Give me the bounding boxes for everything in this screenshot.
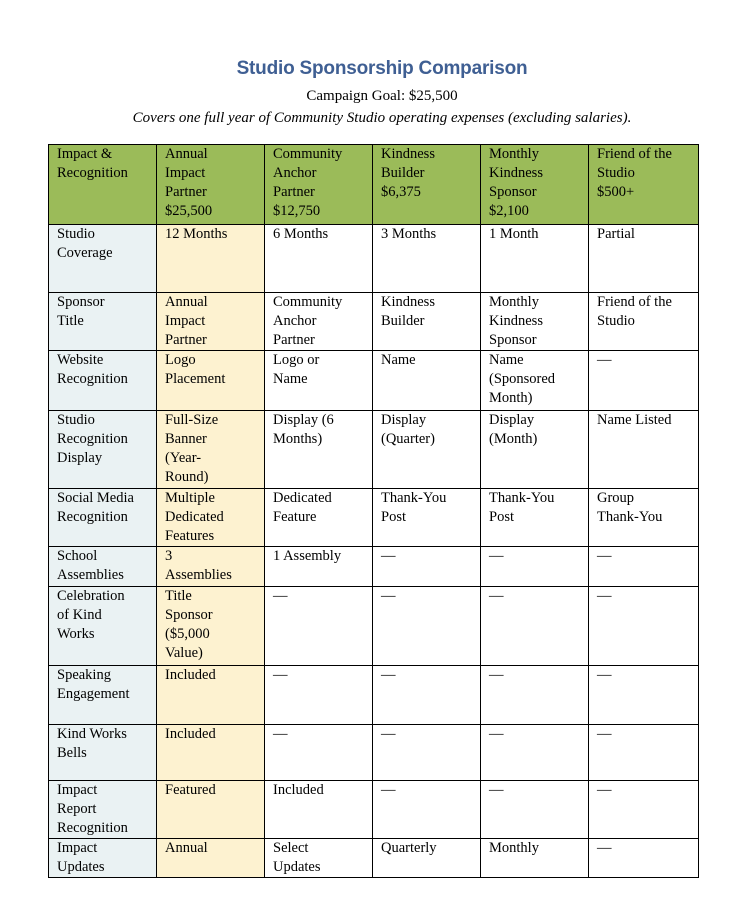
row-label: Impact Report Recognition — [49, 781, 157, 839]
table-cell: — — [481, 781, 589, 839]
table-cell: — — [589, 547, 699, 587]
table-cell: Quarterly — [373, 839, 481, 878]
table-cell: Group Thank-You — [589, 489, 699, 547]
table-cell: — — [265, 587, 373, 666]
table-cell: Thank-You Post — [373, 489, 481, 547]
row-label: Studio Recognition Display — [49, 411, 157, 489]
table-cell: — — [481, 547, 589, 587]
row-label: Social Media Recognition — [49, 489, 157, 547]
row-label: School Assemblies — [49, 547, 157, 587]
column-header-monthly-kindness-sponsor: Monthly Kindness Sponsor $2,100 — [481, 145, 589, 225]
table-cell: Name — [373, 351, 481, 411]
table-cell: — — [589, 666, 699, 725]
table-cell: Featured — [157, 781, 265, 839]
table-cell: — — [589, 781, 699, 839]
column-header-kindness-builder: Kindness Builder $6,375 — [373, 145, 481, 225]
table-cell: Logo or Name — [265, 351, 373, 411]
table-cell: Display (Month) — [481, 411, 589, 489]
table-cell: Thank-You Post — [481, 489, 589, 547]
table-cell: Partial — [589, 225, 699, 293]
row-label: Impact Updates — [49, 839, 157, 878]
table-cell: Friend of the Studio — [589, 293, 699, 351]
table-cell: — — [373, 587, 481, 666]
table-cell: — — [589, 725, 699, 781]
table-cell: — — [265, 725, 373, 781]
table-cell: Included — [157, 666, 265, 725]
table-cell: — — [589, 839, 699, 878]
table-cell: Name Listed — [589, 411, 699, 489]
table-cell: 3 Months — [373, 225, 481, 293]
table-header-row — [49, 145, 699, 225]
table-cell: Monthly — [481, 839, 589, 878]
table-cell: Annual Impact Partner — [157, 293, 265, 351]
table-row — [49, 489, 699, 547]
row-label: Sponsor Title — [49, 293, 157, 351]
table-cell: 6 Months — [265, 225, 373, 293]
table-cell: 1 Month — [481, 225, 589, 293]
table-cell: Full-Size Banner (Year- Round) — [157, 411, 265, 489]
column-header-friend-of-studio: Friend of the Studio $500+ — [589, 145, 699, 225]
table-cell: Logo Placement — [157, 351, 265, 411]
table-cell: — — [589, 587, 699, 666]
table-cell: Community Anchor Partner — [265, 293, 373, 351]
table-cell: — — [373, 547, 481, 587]
table-cell: Select Updates — [265, 839, 373, 878]
table-cell: Title Sponsor ($5,000 Value) — [157, 587, 265, 666]
row-label: Kind Works Bells — [49, 725, 157, 781]
table-cell: Dedicated Feature — [265, 489, 373, 547]
table-row — [49, 411, 699, 489]
page-subtitle: Covers one full year of Community Studio operating expenses (excluding salaries). — [132, 110, 632, 126]
table-cell: — — [481, 666, 589, 725]
table-cell: 3 Assemblies — [157, 547, 265, 587]
table-row — [49, 547, 699, 587]
table-cell: Display (6 Months) — [265, 411, 373, 489]
row-label: Celebration of Kind Works — [49, 587, 157, 666]
table-row — [49, 351, 699, 411]
table-cell: Annual — [157, 839, 265, 878]
table-row — [49, 781, 699, 839]
row-label: Speaking Engagement — [49, 666, 157, 725]
table-cell: Included — [265, 781, 373, 839]
table-cell: — — [373, 781, 481, 839]
table-row — [49, 293, 699, 351]
table-cell: Included — [157, 725, 265, 781]
table-cell: Kindness Builder — [373, 293, 481, 351]
row-label: Website Recognition — [49, 351, 157, 411]
table-cell: 12 Months — [157, 225, 265, 293]
campaign-goal: Campaign Goal: $25,500 — [306, 88, 458, 104]
table-cell: Multiple Dedicated Features — [157, 489, 265, 547]
table-cell: — — [481, 725, 589, 781]
table-cell: — — [373, 666, 481, 725]
page-title: Studio Sponsorship Comparison — [236, 58, 528, 79]
sponsorship-comparison-table — [48, 144, 699, 878]
table-cell: Name (Sponsored Month) — [481, 351, 589, 411]
table-cell: Display (Quarter) — [373, 411, 481, 489]
table-cell: — — [589, 351, 699, 411]
table-cell: Monthly Kindness Sponsor — [481, 293, 589, 351]
table-row — [49, 587, 699, 666]
table-cell: — — [481, 587, 589, 666]
table-row — [49, 839, 699, 878]
table-row — [49, 225, 699, 293]
column-header-community-anchor-partner: Community Anchor Partner $12,750 — [265, 145, 373, 225]
table-cell: — — [373, 725, 481, 781]
table-cell: 1 Assembly — [265, 547, 373, 587]
table-row — [49, 725, 699, 781]
column-header-annual-impact-partner: Annual Impact Partner $25,500 — [157, 145, 265, 225]
table-cell: — — [265, 666, 373, 725]
column-header-impact-recognition: Impact & Recognition — [49, 145, 157, 225]
table-row — [49, 666, 699, 725]
row-label: Studio Coverage — [49, 225, 157, 293]
